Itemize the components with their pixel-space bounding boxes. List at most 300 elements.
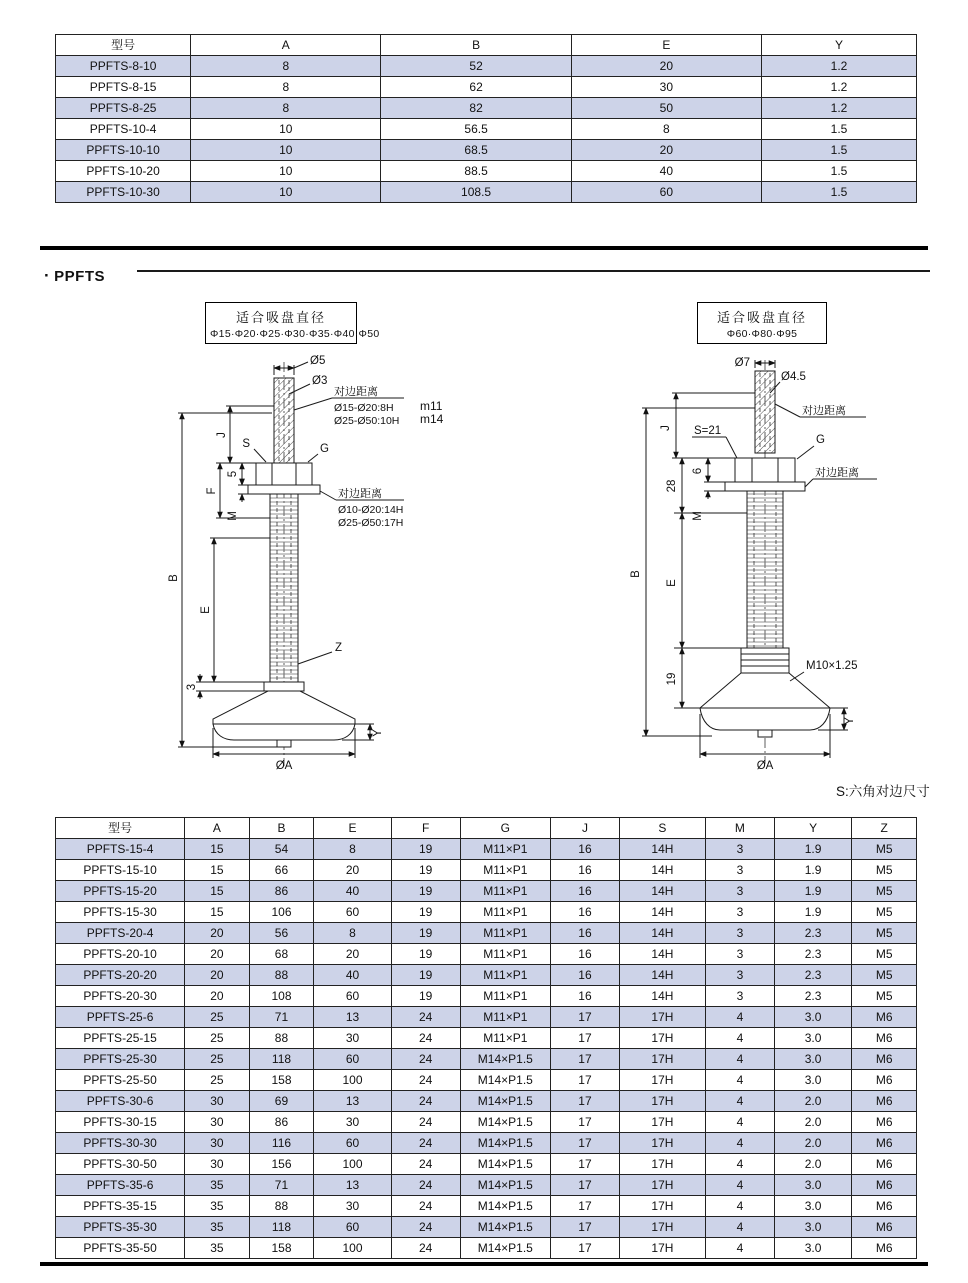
value-cell: 19 — [391, 860, 460, 881]
diagram-left-caption — [205, 302, 380, 344]
value-cell: 17 — [551, 1112, 620, 1133]
pad-cone — [213, 691, 355, 724]
table-row — [56, 1238, 917, 1259]
pad-nub — [277, 740, 291, 747]
table-row — [56, 1217, 917, 1238]
value-cell: 3 — [705, 902, 774, 923]
value-cell: 20 — [185, 965, 250, 986]
model-cell: PPFTS-8-10 — [56, 56, 191, 77]
value-cell: 17 — [551, 1217, 620, 1238]
flange-washer — [248, 485, 320, 494]
value-cell: 2.3 — [774, 944, 851, 965]
value-cell: M11×P1 — [460, 965, 550, 986]
value-cell: 10 — [191, 161, 381, 182]
value-cell: 15 — [185, 881, 250, 902]
value-cell: 17 — [551, 1070, 620, 1091]
dim-label-j: J — [216, 432, 228, 438]
value-cell: 16 — [551, 839, 620, 860]
table-row — [56, 860, 917, 881]
value-cell: 2.0 — [774, 1112, 851, 1133]
value-cell: M5 — [852, 860, 917, 881]
value-cell: 30 — [185, 1091, 250, 1112]
value-cell: 40 — [571, 161, 761, 182]
dim-label-f: F — [206, 487, 218, 495]
spec-table-top — [55, 34, 917, 203]
dim-label-s: S — [242, 438, 250, 450]
value-cell: 17 — [551, 1196, 620, 1217]
value-cell: 16 — [551, 944, 620, 965]
column-header: 型号 — [56, 818, 185, 839]
value-cell: 1.2 — [761, 98, 916, 119]
column-header: E — [571, 35, 761, 56]
value-cell: 88 — [249, 1028, 314, 1049]
value-cell: 100 — [314, 1154, 391, 1175]
suction-pad — [700, 708, 830, 730]
value-cell: 1.9 — [774, 839, 851, 860]
value-cell: 2.3 — [774, 965, 851, 986]
value-cell: M5 — [852, 923, 917, 944]
value-cell: M6 — [852, 1007, 917, 1028]
value-cell: M6 — [852, 1112, 917, 1133]
model-cell: PPFTS-10-30 — [56, 182, 191, 203]
dim-label-y: Y — [844, 717, 856, 725]
value-cell: 4 — [705, 1007, 774, 1028]
value-cell: 156 — [249, 1154, 314, 1175]
value-cell: 16 — [551, 965, 620, 986]
model-cell: PPFTS-30-50 — [56, 1154, 185, 1175]
value-cell: 88.5 — [381, 161, 571, 182]
value-cell: M5 — [852, 881, 917, 902]
value-cell: 19 — [391, 986, 460, 1007]
value-cell: 60 — [314, 986, 391, 1007]
diagram-area — [0, 290, 968, 815]
value-cell: M6 — [852, 1070, 917, 1091]
value-cell: 24 — [391, 1217, 460, 1238]
flange-washer — [725, 482, 805, 491]
value-cell: 17H — [619, 1217, 705, 1238]
value-cell: 106 — [249, 902, 314, 923]
pad-nub — [758, 730, 772, 737]
shaft — [270, 494, 298, 682]
value-cell: 3.0 — [774, 1028, 851, 1049]
value-cell: M5 — [852, 965, 917, 986]
value-cell: 30 — [185, 1112, 250, 1133]
value-cell: 15 — [185, 860, 250, 881]
value-cell: 2.0 — [774, 1154, 851, 1175]
value-cell: M6 — [852, 1091, 917, 1112]
column-header: Y — [761, 35, 916, 56]
dim-label-da: ØA — [756, 760, 774, 772]
value-cell: 4 — [705, 1217, 774, 1238]
dim-label-z: Z — [335, 642, 343, 654]
value-cell: 24 — [391, 1238, 460, 1259]
column-header: 型号 — [56, 35, 191, 56]
table-row — [56, 98, 917, 119]
value-cell: M11×P1 — [460, 1028, 550, 1049]
value-cell: 56.5 — [381, 119, 571, 140]
pad-cone — [700, 673, 830, 708]
value-cell: 66 — [249, 860, 314, 881]
value-cell: 62 — [381, 77, 571, 98]
value-cell: 100 — [314, 1070, 391, 1091]
value-cell: 19 — [391, 965, 460, 986]
label-flats-mid-2: Ø25-Ø50:17H — [338, 517, 404, 529]
column-header: B — [249, 818, 314, 839]
value-cell: 1.5 — [761, 140, 916, 161]
dim-label-d45: Ø4.5 — [781, 371, 806, 383]
value-cell: 20 — [185, 944, 250, 965]
section-divider-top — [40, 246, 928, 250]
value-cell: M6 — [852, 1028, 917, 1049]
label-flats-top-2: Ø25-Ø50:10H — [334, 415, 400, 427]
value-cell: 2.3 — [774, 923, 851, 944]
value-cell: 3.0 — [774, 1196, 851, 1217]
table-row — [56, 1133, 917, 1154]
dim-label-e: E — [200, 606, 212, 614]
header-row — [56, 35, 917, 56]
value-cell: 3.0 — [774, 1049, 851, 1070]
header-row — [56, 818, 917, 839]
label-m11: m11 — [420, 399, 443, 413]
value-cell: 24 — [391, 1175, 460, 1196]
label-m14: m14 — [420, 412, 444, 426]
label-flats-top-1: Ø15-Ø20:8H — [334, 402, 394, 414]
dim-label-g: G — [816, 434, 825, 446]
value-cell: 1.9 — [774, 902, 851, 923]
model-cell: PPFTS-25-15 — [56, 1028, 185, 1049]
value-cell: 20 — [571, 140, 761, 161]
value-cell: 14H — [619, 881, 705, 902]
label-flats-top: 对边距离 — [802, 405, 846, 417]
model-cell: PPFTS-20-20 — [56, 965, 185, 986]
value-cell: 60 — [571, 182, 761, 203]
value-cell: 4 — [705, 1028, 774, 1049]
model-cell: PPFTS-15-4 — [56, 839, 185, 860]
value-cell: 25 — [185, 1049, 250, 1070]
value-cell: M11×P1 — [460, 881, 550, 902]
dim-label-19: 19 — [666, 672, 678, 686]
value-cell: 108 — [249, 986, 314, 1007]
value-cell: 68.5 — [381, 140, 571, 161]
model-cell: PPFTS-20-10 — [56, 944, 185, 965]
value-cell: 16 — [551, 986, 620, 1007]
value-cell: 3.0 — [774, 1070, 851, 1091]
value-cell: 17 — [551, 1049, 620, 1070]
value-cell: 8 — [314, 923, 391, 944]
dim-label-s21: S=21 — [694, 425, 722, 437]
value-cell: 3 — [705, 986, 774, 1007]
value-cell: 35 — [185, 1217, 250, 1238]
value-cell: 19 — [391, 902, 460, 923]
value-cell: 17 — [551, 1007, 620, 1028]
label-flats-mid: 对边距离 — [815, 467, 859, 479]
table-row — [56, 1175, 917, 1196]
value-cell: 10 — [191, 182, 381, 203]
caption-line2: Φ60·Φ80·Φ95 — [726, 328, 798, 340]
table-row — [56, 1196, 917, 1217]
diagram-right-caption — [697, 302, 827, 344]
column-header: A — [191, 35, 381, 56]
table-row — [56, 140, 917, 161]
column-header: F — [391, 818, 460, 839]
value-cell: 3 — [705, 839, 774, 860]
model-cell: PPFTS-35-30 — [56, 1217, 185, 1238]
value-cell: 30 — [314, 1112, 391, 1133]
value-cell: M14×P1.5 — [460, 1175, 550, 1196]
value-cell: 16 — [551, 860, 620, 881]
value-cell: 10 — [191, 140, 381, 161]
value-cell: 8 — [191, 98, 381, 119]
value-cell: 3 — [705, 881, 774, 902]
value-cell: 2.0 — [774, 1091, 851, 1112]
model-cell: PPFTS-30-15 — [56, 1112, 185, 1133]
threaded-stud — [755, 371, 775, 453]
value-cell: 19 — [391, 881, 460, 902]
section-title-rule — [137, 270, 930, 272]
value-cell: 20 — [571, 56, 761, 77]
value-cell: 24 — [391, 1070, 460, 1091]
value-cell: 30 — [314, 1028, 391, 1049]
value-cell: 4 — [705, 1112, 774, 1133]
value-cell: 71 — [249, 1007, 314, 1028]
value-cell: M14×P1.5 — [460, 1049, 550, 1070]
value-cell: 2.0 — [774, 1133, 851, 1154]
value-cell: 13 — [314, 1007, 391, 1028]
table-row — [56, 944, 917, 965]
table-row — [56, 77, 917, 98]
value-cell: M14×P1.5 — [460, 1154, 550, 1175]
model-cell: PPFTS-15-20 — [56, 881, 185, 902]
column-header: S — [619, 818, 705, 839]
dim-label-y: Y — [372, 729, 384, 737]
suction-pad — [213, 724, 355, 740]
value-cell: 4 — [705, 1070, 774, 1091]
value-cell: 54 — [249, 839, 314, 860]
value-cell: 100 — [314, 1238, 391, 1259]
diagram-small-pads — [132, 348, 472, 778]
value-cell: 14H — [619, 923, 705, 944]
value-cell: 4 — [705, 1091, 774, 1112]
value-cell: M11×P1 — [460, 1007, 550, 1028]
value-cell: 8 — [314, 839, 391, 860]
value-cell: 17H — [619, 1133, 705, 1154]
value-cell: M5 — [852, 986, 917, 1007]
table-row — [56, 839, 917, 860]
value-cell: 16 — [551, 923, 620, 944]
value-cell: 24 — [391, 1196, 460, 1217]
value-cell: M14×P1.5 — [460, 1238, 550, 1259]
value-cell: 17H — [619, 1049, 705, 1070]
label-flats-top: 对边距离 — [334, 386, 378, 398]
value-cell: 118 — [249, 1217, 314, 1238]
value-cell: 8 — [191, 56, 381, 77]
value-cell: 17H — [619, 1007, 705, 1028]
value-cell: 16 — [551, 902, 620, 923]
value-cell: 3 — [705, 965, 774, 986]
value-cell: 60 — [314, 1217, 391, 1238]
hex-nut — [735, 458, 795, 482]
dim-label-28: 28 — [666, 479, 678, 493]
value-cell: 14H — [619, 944, 705, 965]
table-row — [56, 965, 917, 986]
value-cell: 3.0 — [774, 1007, 851, 1028]
model-cell: PPFTS-20-4 — [56, 923, 185, 944]
value-cell: 25 — [185, 1028, 250, 1049]
value-cell: 60 — [314, 1133, 391, 1154]
value-cell: M11×P1 — [460, 986, 550, 1007]
label-flats-mid-1: Ø10-Ø20:14H — [338, 504, 404, 516]
value-cell: 52 — [381, 56, 571, 77]
value-cell: M14×P1.5 — [460, 1133, 550, 1154]
column-header: G — [460, 818, 550, 839]
value-cell: 35 — [185, 1196, 250, 1217]
model-cell: PPFTS-35-6 — [56, 1175, 185, 1196]
value-cell: 1.9 — [774, 881, 851, 902]
column-header: A — [185, 818, 250, 839]
value-cell: 3 — [705, 944, 774, 965]
value-cell: 4 — [705, 1196, 774, 1217]
section-divider-bottom — [40, 1262, 928, 1266]
model-cell: PPFTS-35-50 — [56, 1238, 185, 1259]
value-cell: 25 — [185, 1070, 250, 1091]
value-cell: 3.0 — [774, 1175, 851, 1196]
section-title — [44, 266, 105, 286]
value-cell: 116 — [249, 1133, 314, 1154]
value-cell: 20 — [314, 944, 391, 965]
table-row — [56, 923, 917, 944]
value-cell: M14×P1.5 — [460, 1196, 550, 1217]
model-cell: PPFTS-30-6 — [56, 1091, 185, 1112]
value-cell: 30 — [314, 1196, 391, 1217]
value-cell: 17H — [619, 1091, 705, 1112]
value-cell: 13 — [314, 1091, 391, 1112]
value-cell: 60 — [314, 1049, 391, 1070]
model-cell: PPFTS-25-6 — [56, 1007, 185, 1028]
column-header: B — [381, 35, 571, 56]
value-cell: 30 — [571, 77, 761, 98]
value-cell: 17 — [551, 1175, 620, 1196]
value-cell: M6 — [852, 1175, 917, 1196]
value-cell: 17H — [619, 1028, 705, 1049]
value-cell: 15 — [185, 839, 250, 860]
value-cell: 14H — [619, 860, 705, 881]
caption-line1: 适合吸盘直径 — [235, 310, 326, 325]
value-cell: 1.2 — [761, 77, 916, 98]
dim-label-m: M — [227, 511, 239, 521]
value-cell: 24 — [391, 1049, 460, 1070]
caption-line2: Φ15·Φ20·Φ25·Φ30·Φ35·Φ40·Φ50 — [210, 328, 380, 340]
value-cell: 14H — [619, 839, 705, 860]
value-cell: M6 — [852, 1154, 917, 1175]
value-cell: 86 — [249, 1112, 314, 1133]
value-cell: 24 — [391, 1091, 460, 1112]
value-cell: M6 — [852, 1238, 917, 1259]
dim-label-g: G — [320, 443, 329, 455]
value-cell: 4 — [705, 1154, 774, 1175]
value-cell: 1.5 — [761, 161, 916, 182]
column-header: E — [314, 818, 391, 839]
value-cell: 13 — [314, 1175, 391, 1196]
dim-label-b: B — [168, 574, 180, 582]
column-header: M — [705, 818, 774, 839]
value-cell: M6 — [852, 1133, 917, 1154]
value-cell: M11×P1 — [460, 944, 550, 965]
value-cell: 69 — [249, 1091, 314, 1112]
value-cell: 20 — [185, 986, 250, 1007]
value-cell: 30 — [185, 1133, 250, 1154]
value-cell: 25 — [185, 1007, 250, 1028]
model-cell: PPFTS-8-25 — [56, 98, 191, 119]
value-cell: 60 — [314, 902, 391, 923]
value-cell: M11×P1 — [460, 839, 550, 860]
value-cell: 15 — [185, 902, 250, 923]
value-cell: 30 — [185, 1154, 250, 1175]
value-cell: M11×P1 — [460, 902, 550, 923]
value-cell: 40 — [314, 965, 391, 986]
value-cell: 88 — [249, 965, 314, 986]
table-row — [56, 1070, 917, 1091]
value-cell: 88 — [249, 1196, 314, 1217]
value-cell: 17H — [619, 1070, 705, 1091]
value-cell: M14×P1.5 — [460, 1112, 550, 1133]
value-cell: 82 — [381, 98, 571, 119]
value-cell: 24 — [391, 1007, 460, 1028]
dim-label-d5: Ø5 — [310, 355, 326, 367]
value-cell: 50 — [571, 98, 761, 119]
value-cell: 14H — [619, 965, 705, 986]
dim-label-j: J — [660, 425, 672, 431]
dim-label-e: E — [666, 579, 678, 587]
hex-dimension-note: S:六角对边尺寸 — [836, 784, 930, 799]
value-cell: 4 — [705, 1238, 774, 1259]
shaft — [747, 491, 783, 648]
model-cell: PPFTS-15-30 — [56, 902, 185, 923]
table-row — [56, 1154, 917, 1175]
dim-label-6: 6 — [692, 467, 704, 475]
model-cell: PPFTS-10-20 — [56, 161, 191, 182]
value-cell: 19 — [391, 923, 460, 944]
value-cell: M5 — [852, 839, 917, 860]
value-cell: 35 — [185, 1175, 250, 1196]
value-cell: 17H — [619, 1238, 705, 1259]
value-cell: M11×P1 — [460, 923, 550, 944]
dim-label-3: 3 — [186, 683, 198, 691]
value-cell: 17H — [619, 1175, 705, 1196]
section-title-text: PPFTS — [54, 268, 106, 285]
table-row — [56, 161, 917, 182]
value-cell: 17 — [551, 1028, 620, 1049]
model-cell: PPFTS-25-50 — [56, 1070, 185, 1091]
value-cell: 8 — [191, 77, 381, 98]
value-cell: 10 — [191, 119, 381, 140]
value-cell: M14×P1.5 — [460, 1091, 550, 1112]
table-row — [56, 1007, 917, 1028]
value-cell: 17 — [551, 1154, 620, 1175]
value-cell: 14H — [619, 986, 705, 1007]
table-row — [56, 1028, 917, 1049]
column-header: Z — [852, 818, 917, 839]
value-cell: 20 — [314, 860, 391, 881]
fitting-drawing-right — [642, 360, 877, 764]
model-cell: PPFTS-35-15 — [56, 1196, 185, 1217]
value-cell: 17H — [619, 1154, 705, 1175]
table-row — [56, 986, 917, 1007]
model-cell: PPFTS-30-30 — [56, 1133, 185, 1154]
value-cell: M14×P1.5 — [460, 1070, 550, 1091]
value-cell: 118 — [249, 1049, 314, 1070]
value-cell: M6 — [852, 1049, 917, 1070]
value-cell: 24 — [391, 1133, 460, 1154]
